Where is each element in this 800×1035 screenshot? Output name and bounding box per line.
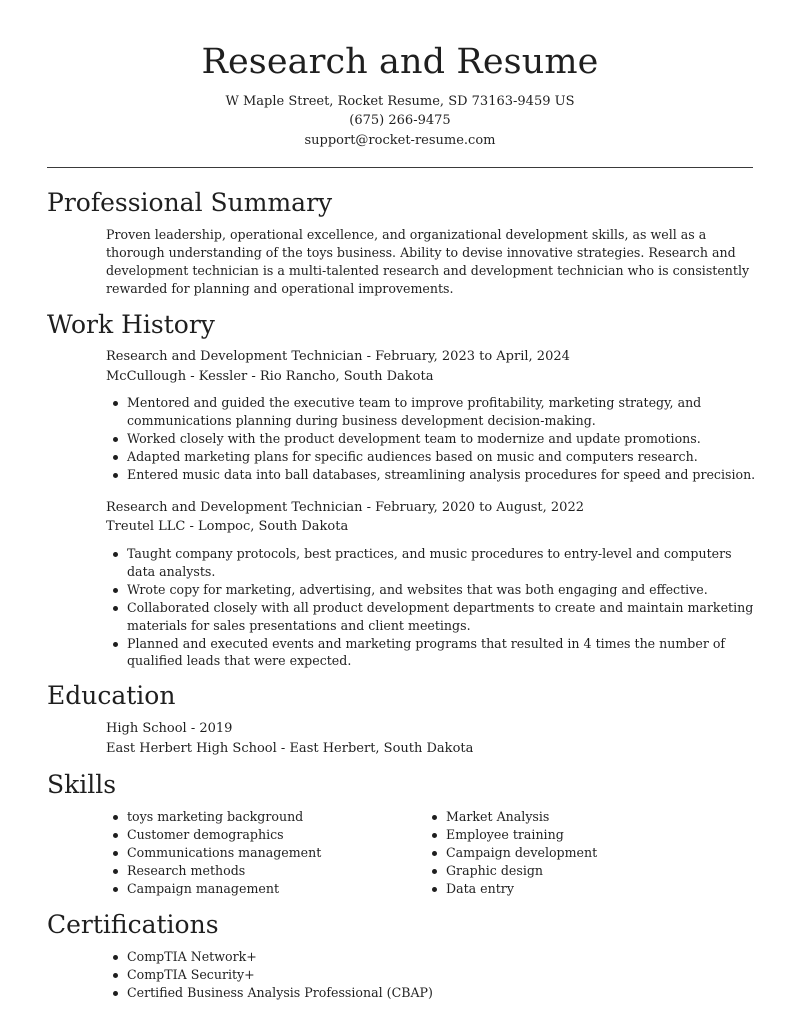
list-item: Planned and executed events and marketing programs that resulted in 4 times the number of qualified leads that were expected. [106,635,758,671]
job-company-line: Treutel LLC - Lompoc, South Dakota [106,519,349,534]
resume-header [0,40,800,150]
skills-list-left [106,808,406,898]
job-bullets [106,394,758,484]
list-item: Adapted marketing plans for specific audiences based on music and computers research. [106,448,758,466]
header-divider [47,167,753,168]
list-item: Certified Business Analysis Professional (CBAP) [106,984,758,1002]
candidate-name: Research and Resume [201,42,599,82]
list-item: Campaign management [106,880,406,898]
job-company-line: McCullough - Kessler - Rio Rancho, South Dakota [106,369,434,384]
list-item: Mentored and guided the executive team to improve profitability, marketing strategy, and communications planning during business development decision-making. [106,394,758,430]
education-degree-line: High School - 2019 [106,721,233,736]
job-title-line: Research and Development Technician - February, 2020 to August, 2022 [106,500,584,515]
list-item: Market Analysis [425,808,725,826]
list-item: CompTIA Security+ [106,966,758,984]
list-item: Communications management [106,844,406,862]
phone: (675) 266-9475 [349,113,451,129]
list-item: Collaborated closely with all product development departments to create and maintain marketing materials for sales presentations and client meetings. [106,599,758,635]
list-item: Research methods [106,862,406,880]
list-item: toys marketing background [106,808,406,826]
job-bullets [106,545,758,670]
list-item: Employee training [425,826,725,844]
list-item: Campaign development [425,844,725,862]
list-item: Graphic design [425,862,725,880]
section-title-skills: Skills [47,770,117,799]
list-item: CompTIA Network+ [106,948,758,966]
address: W Maple Street, Rocket Resume, SD 73163-9459 US [225,94,575,109]
skills-list-right [425,808,725,898]
section-title-education: Education [47,681,176,710]
list-item: Entered music data into ball databases, streamlining analysis procedures for speed and precision. [106,466,758,484]
list-item: Wrote copy for marketing, advertising, and websites that was both engaging and effective. [106,581,758,599]
certifications-list [106,948,758,1002]
summary-text: Proven leadership, operational excellence, and organizational development skills, as well as a thorough understanding of the toys business. Ability to devise innovative strategies. Research and development technician is a multi-talented research and development technician who is consistently rewarded for planning and operational improvements. [106,227,750,296]
list-item: Worked closely with the product development team to modernize and update promotions. [106,430,758,448]
contact-info [0,92,800,150]
email: support@rocket-resume.com [304,132,496,148]
section-title-work-history: Work History [47,310,215,339]
section-title-certifications: Certifications [47,910,219,939]
list-item: Taught company protocols, best practices, and music procedures to entry-level and computers data analysts. [106,545,758,581]
section-title-summary: Professional Summary [47,188,333,217]
list-item: Data entry [425,880,725,898]
education-school-line: East Herbert High School - East Herbert, South Dakota [106,741,474,756]
list-item: Customer demographics [106,826,406,844]
job-title-line: Research and Development Technician - February, 2023 to April, 2024 [106,349,570,364]
